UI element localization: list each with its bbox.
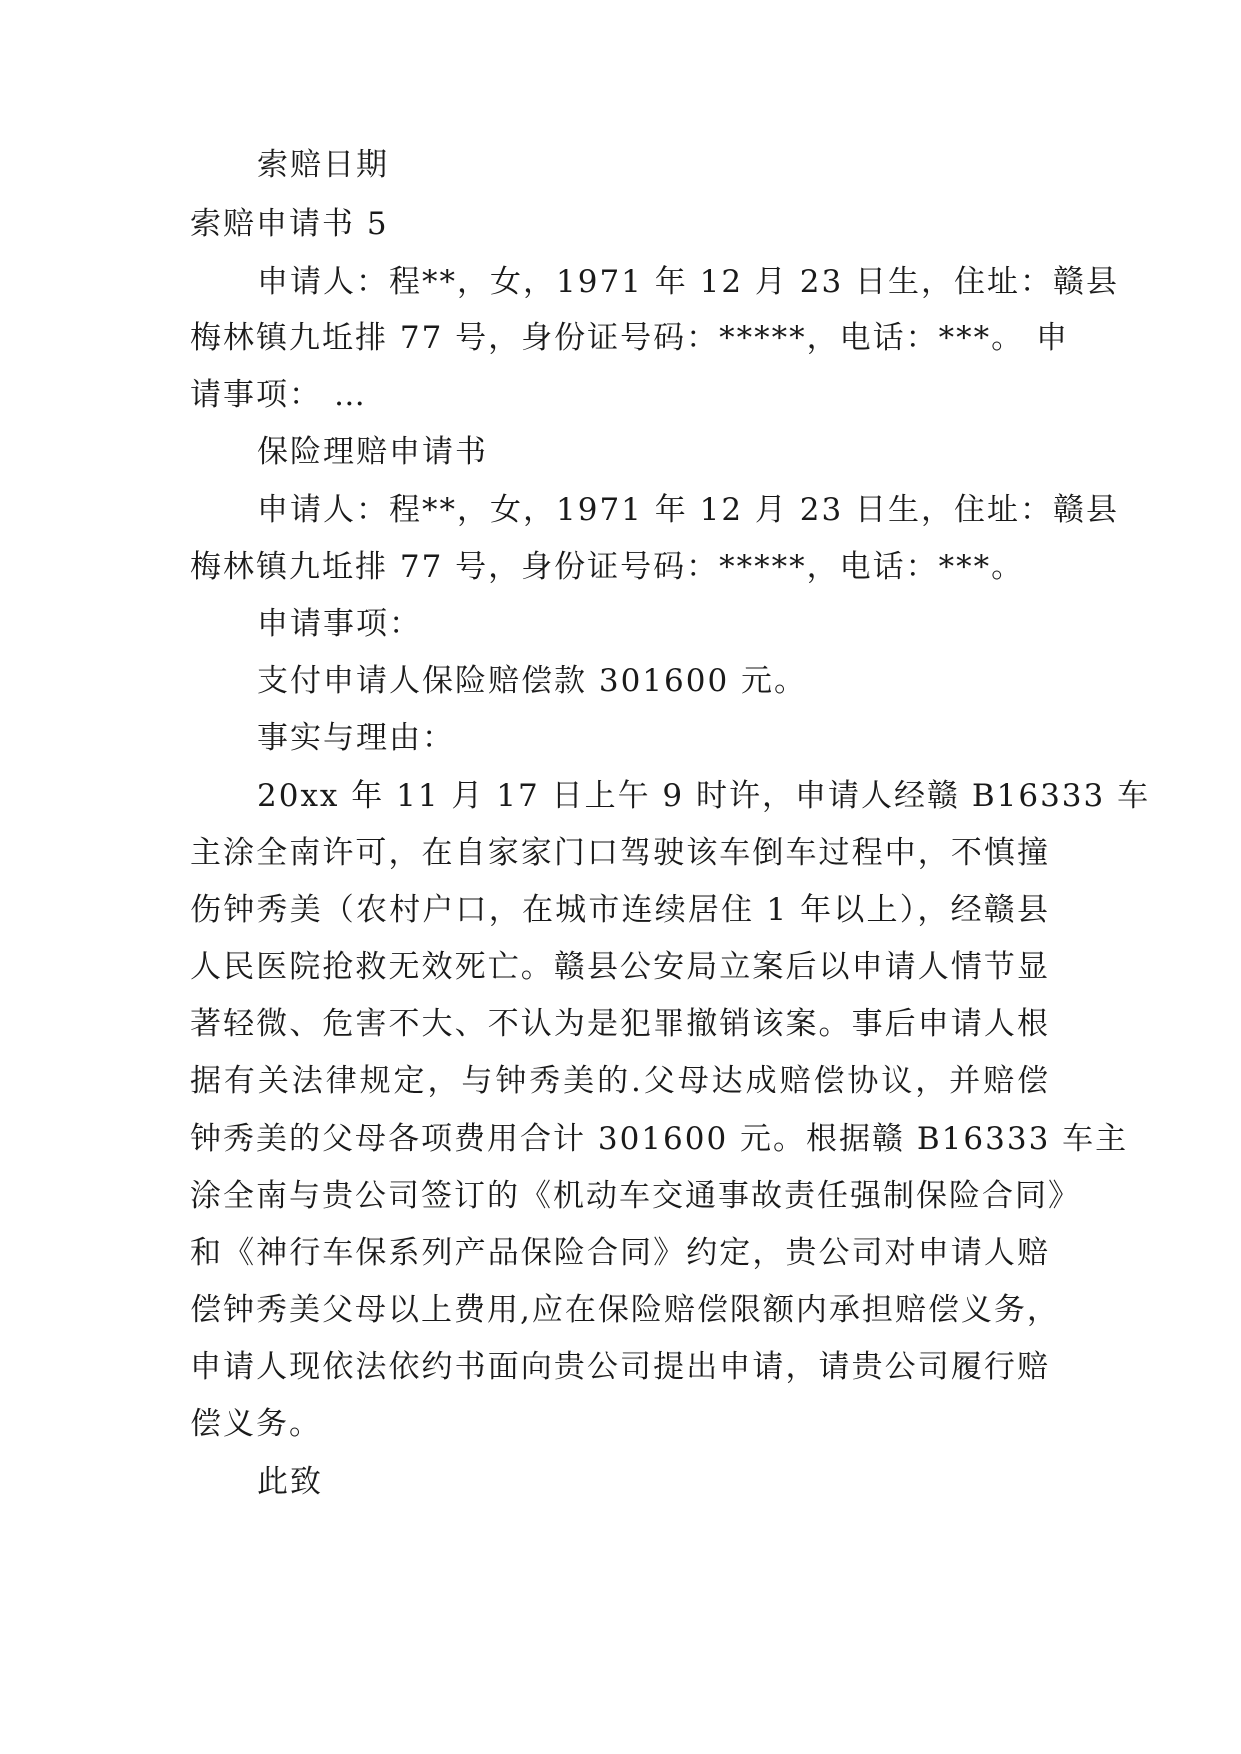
facts-line: 偿义务。 <box>190 1406 322 1442</box>
facts-heading: 事实与理由： <box>257 720 455 756</box>
closing-salutation: 此致 <box>257 1464 323 1500</box>
section-title: 索赔申请书 5 <box>190 206 389 242</box>
applicant-line-2: 梅林镇九坵排 77 号，身份证号码：*****，电话：***。 <box>190 549 1025 585</box>
facts-line: 著轻微、危害不大、不认为是犯罪撤销该案。事后申请人根 <box>190 1006 1050 1042</box>
main-title: 保险理赔申请书 <box>257 434 488 470</box>
facts-line: 偿钟秀美父母以上费用,应在保险赔偿限额内承担赔偿义务， <box>190 1292 1060 1328</box>
claim-date-label: 索赔日期 <box>257 147 389 183</box>
summary-line-1: 申请人：程**，女，1971 年 12 月 23 日生，住址：赣县 <box>257 264 1120 300</box>
facts-line: 据有关法律规定，与钟秀美的.父母达成赔偿协议，并赔偿 <box>190 1063 1050 1099</box>
request-text: 支付申请人保险赔偿款 301600 元。 <box>257 663 808 699</box>
facts-line: 人民医院抢救无效死亡。赣县公安局立案后以申请人情节显 <box>190 949 1050 985</box>
summary-line-3: 请事项： … <box>190 377 367 413</box>
facts-line: 主涂全南许可，在自家家门口驾驶该车倒车过程中，不慎撞 <box>190 835 1050 871</box>
facts-line: 申请人现依法依约书面向贵公司提出申请，请贵公司履行赔 <box>190 1349 1050 1385</box>
facts-line: 20xx 年 11 月 17 日上午 9 时许，申请人经赣 B16333 车 <box>257 778 1151 814</box>
facts-line: 涂全南与贵公司签订的《机动车交通事故责任强制保险合同》 <box>190 1178 1081 1214</box>
facts-line: 和《神行车保系列产品保险合同》约定，贵公司对申请人赔 <box>190 1235 1050 1271</box>
facts-line: 伤钟秀美（农村户口，在城市连续居住 1 年以上），经赣县 <box>190 892 1050 928</box>
applicant-line-1: 申请人：程**，女，1971 年 12 月 23 日生，住址：赣县 <box>257 492 1120 528</box>
facts-line: 钟秀美的父母各项费用合计 301600 元。根据赣 B16333 车主 <box>190 1121 1129 1157</box>
summary-line-2: 梅林镇九坵排 77 号，身份证号码：*****，电话：***。 申 <box>190 320 1070 356</box>
request-heading: 申请事项： <box>257 606 422 642</box>
